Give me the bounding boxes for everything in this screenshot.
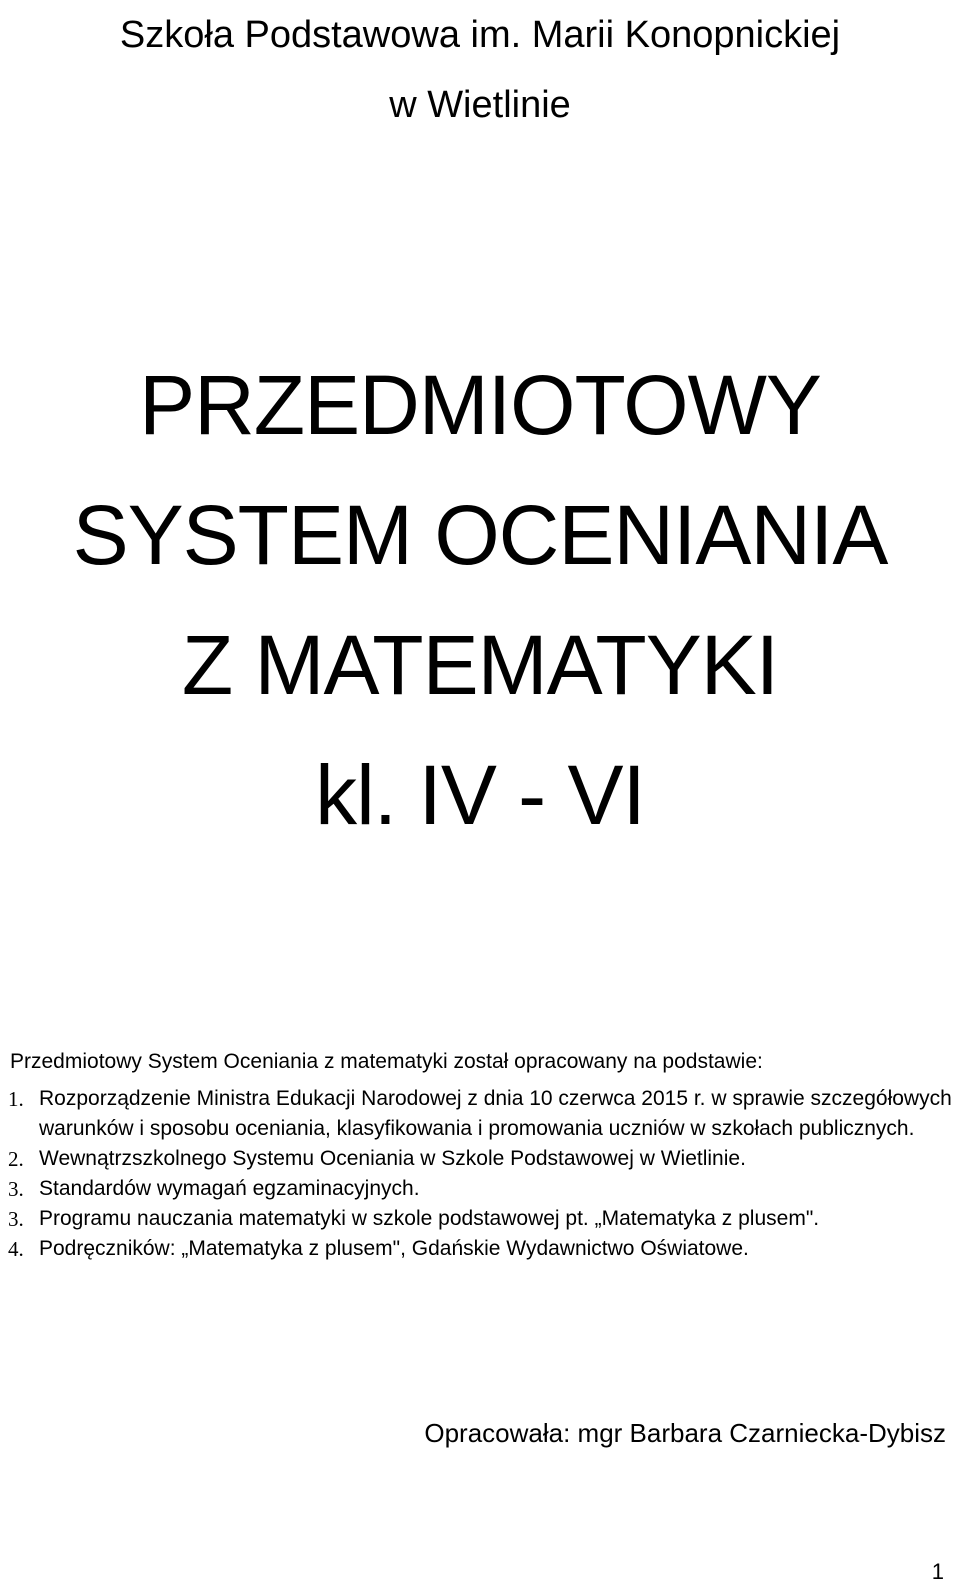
list-item-number: 3. [8, 1177, 24, 1201]
list-item [8, 1174, 958, 1204]
list-item-text: Programu nauczania matematyki w szkole podstawowej pt. „Matematyka z plusem". [39, 1207, 820, 1230]
sources-list [8, 1084, 958, 1264]
list-item-text: Podręczników: „Matematyka z plusem", Gdańskie Wydawnictwo Oświatowe. [39, 1237, 749, 1260]
title-line-1: PRZEDMIOTOWY [139, 358, 821, 452]
list-item [8, 1144, 958, 1174]
title-line-4: kl. IV - VI [315, 748, 645, 842]
school-name-line-2: w Wietlinie [389, 84, 571, 126]
intro-text: Przedmiotowy System Oceniania z matematyki został opracowany na podstawie: [10, 1050, 763, 1073]
title-line-3: Z MATEMATYKI [181, 618, 779, 712]
school-name-line-1: Szkoła Podstawowa im. Marii Konopnickiej [119, 14, 841, 56]
page-number: 1 [931, 1559, 944, 1584]
list-item-number: 4. [8, 1237, 24, 1261]
author-credit: Opracowała: mgr Barbara Czarniecka-Dybisz [424, 1418, 946, 1448]
list-item-number: 2. [8, 1147, 24, 1171]
list-item-number: 3. [8, 1207, 24, 1231]
school-name [0, 0, 960, 140]
list-item-text: Wewnątrzszkolnego Systemu Oceniania w Szkole Podstawowej w Wietlinie. [39, 1147, 746, 1170]
list-item-text: Standardów wymagań egzaminacyjnych. [39, 1177, 420, 1200]
list-item-number: 1. [8, 1087, 24, 1111]
list-item [8, 1084, 958, 1144]
document-title [0, 340, 960, 860]
list-item-text: Rozporządzenie Ministra Edukacji Narodowej z dnia 10 czerwca 2015 r. w sprawie szczegółowych warunków i sposobu oceniania, klasyfikowania i promowania uczniów w szkołach publicznych. [39, 1087, 952, 1140]
list-item [8, 1204, 958, 1234]
title-line-2: SYSTEM OCENIANIA [72, 488, 888, 582]
list-item [8, 1234, 958, 1264]
